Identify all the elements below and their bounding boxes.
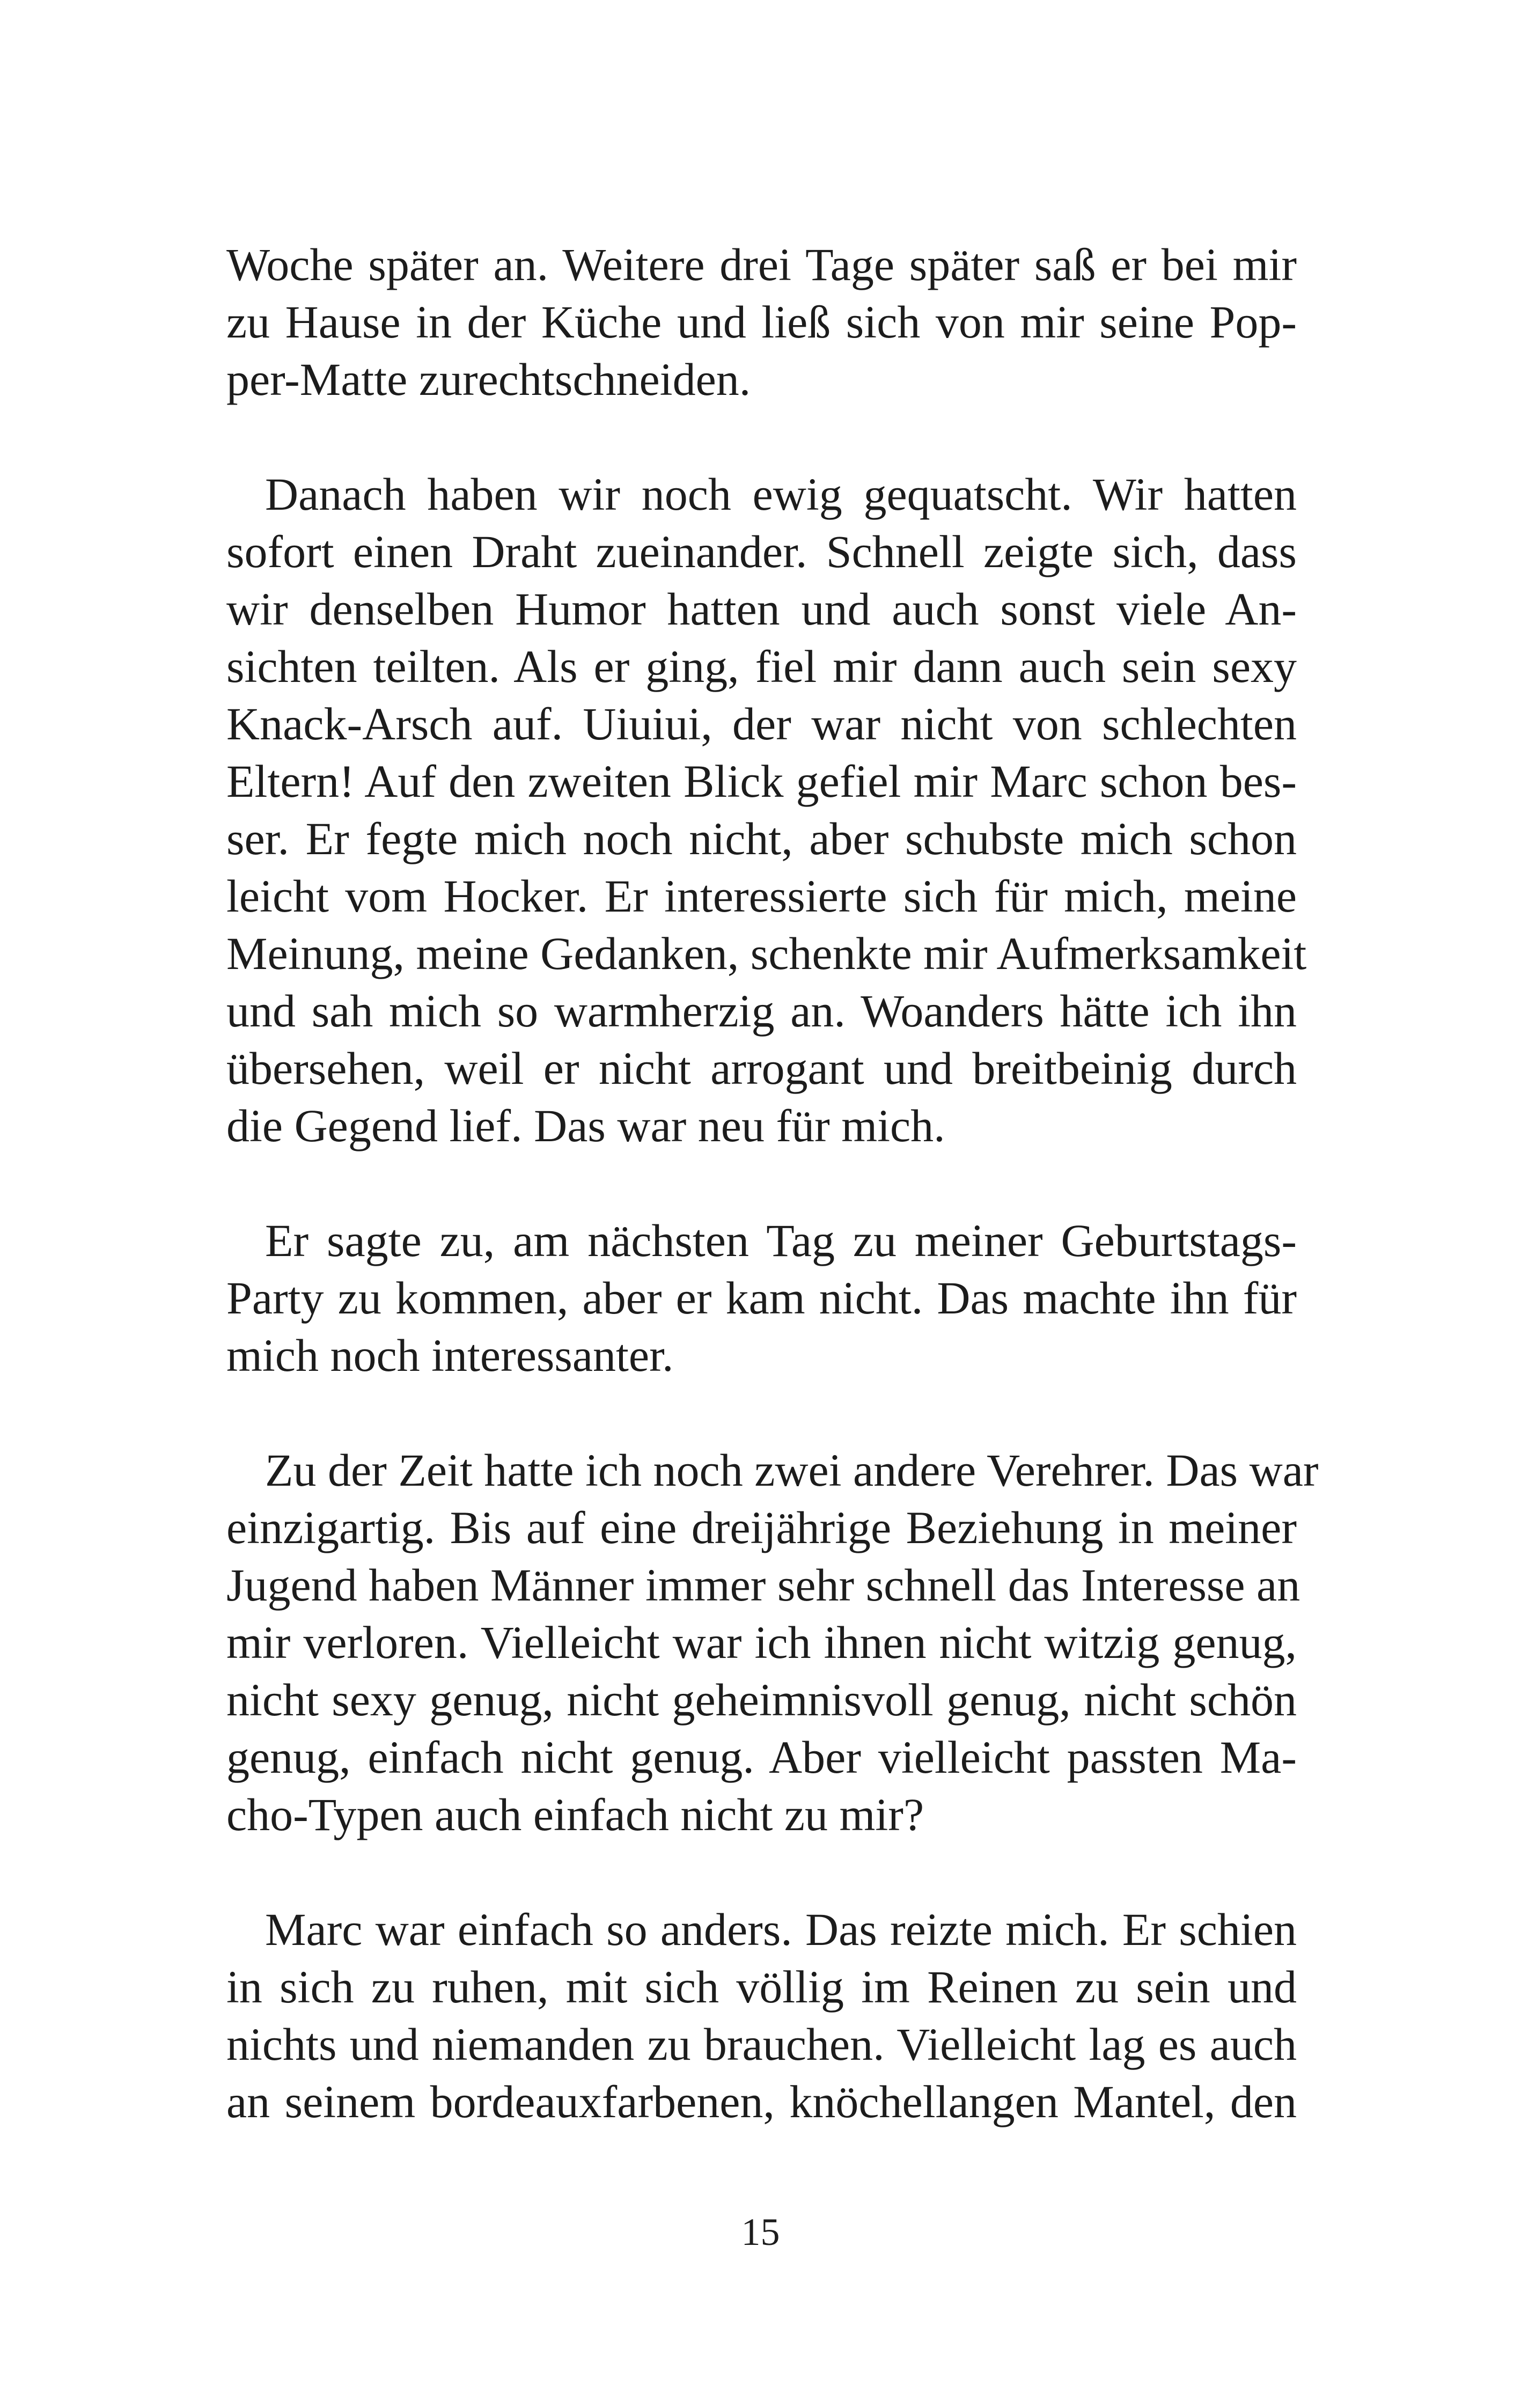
text-line: Jugend haben Männer immer sehr schnell das Interesse an (226, 1559, 1300, 1611)
text-line: sichten teilten. Als er ging, fiel mir dann auch sein sexy (226, 641, 1297, 692)
text-line: übersehen, weil er nicht arrogant und breitbeinig durch (226, 1043, 1297, 1094)
text-line: nichts und niemanden zu brauchen. Vielleicht lag es auch (226, 2018, 1297, 2070)
text-line: wir denselben Humor hatten und auch sonst viele An- (226, 583, 1297, 635)
text-line: die Gegend lief. Das war neu für mich. (226, 1100, 945, 1151)
paragraph (226, 236, 1297, 408)
text-line: mich noch interessanter. (226, 1330, 674, 1381)
text-line: Marc war einfach so anders. Das reizte mich. Er schien (265, 1904, 1297, 1955)
text-line: genug, einfach nicht genug. Aber vielleicht passten Ma- (226, 1731, 1297, 1783)
text-line: Meinung, meine Gedanken, schenkte mir Aufmerksamkeit (226, 928, 1307, 979)
paragraph (226, 1212, 1297, 1384)
text-line: Zu der Zeit hatte ich noch zwei andere Verehrer. Das war (265, 1444, 1319, 1496)
text-line: nicht sexy genug, nicht geheimnisvoll genug, nicht schön (226, 1674, 1297, 1726)
body-text (226, 236, 1319, 2131)
page-number: 15 (741, 2211, 780, 2253)
text-line: per-Matte zurechtschneiden. (226, 354, 751, 405)
text-line: an seinem bordeauxfarbenen, knöchellangen Mantel, den (226, 2076, 1297, 2127)
text-line: ser. Er fegte mich noch nicht, aber schubste mich schon (226, 813, 1297, 864)
text-line: mir verloren. Vielleicht war ich ihnen nicht witzig genug, (226, 1617, 1297, 1668)
text-line: in sich zu ruhen, mit sich völlig im Reinen zu sein und (226, 1961, 1297, 2013)
text-line: cho-Typen auch einfach nicht zu mir? (226, 1789, 924, 1840)
paragraph (226, 1901, 1297, 2131)
text-line: Er sagte zu, am nächsten Tag zu meiner Geburtstags- (265, 1215, 1297, 1266)
text-line: Knack-Arsch auf. Uiuiui, der war nicht von schlechten (226, 698, 1297, 750)
text-line: sofort einen Draht zueinander. Schnell zeigte sich, dass (226, 526, 1297, 577)
paragraph (226, 1442, 1319, 1844)
paragraph (226, 466, 1307, 1155)
text-line: Danach haben wir noch ewig gequatscht. Wir hatten (265, 468, 1297, 520)
text-line: Woche später an. Weitere drei Tage später saß er bei mir (226, 239, 1297, 290)
text-line: leicht vom Hocker. Er interessierte sich für mich, meine (226, 870, 1297, 922)
text-line: zu Hause in der Küche und ließ sich von mir seine Pop- (226, 296, 1297, 348)
text-line: und sah mich so warmherzig an. Woanders hätte ich ihn (226, 985, 1297, 1037)
text-line: Party zu kommen, aber er kam nicht. Das machte ihn für (226, 1272, 1297, 1324)
text-line: einzigartig. Bis auf eine dreijährige Beziehung in meiner (226, 1502, 1297, 1553)
text-line: Eltern! Auf den zweiten Blick gefiel mir Marc schon bes- (226, 755, 1297, 807)
